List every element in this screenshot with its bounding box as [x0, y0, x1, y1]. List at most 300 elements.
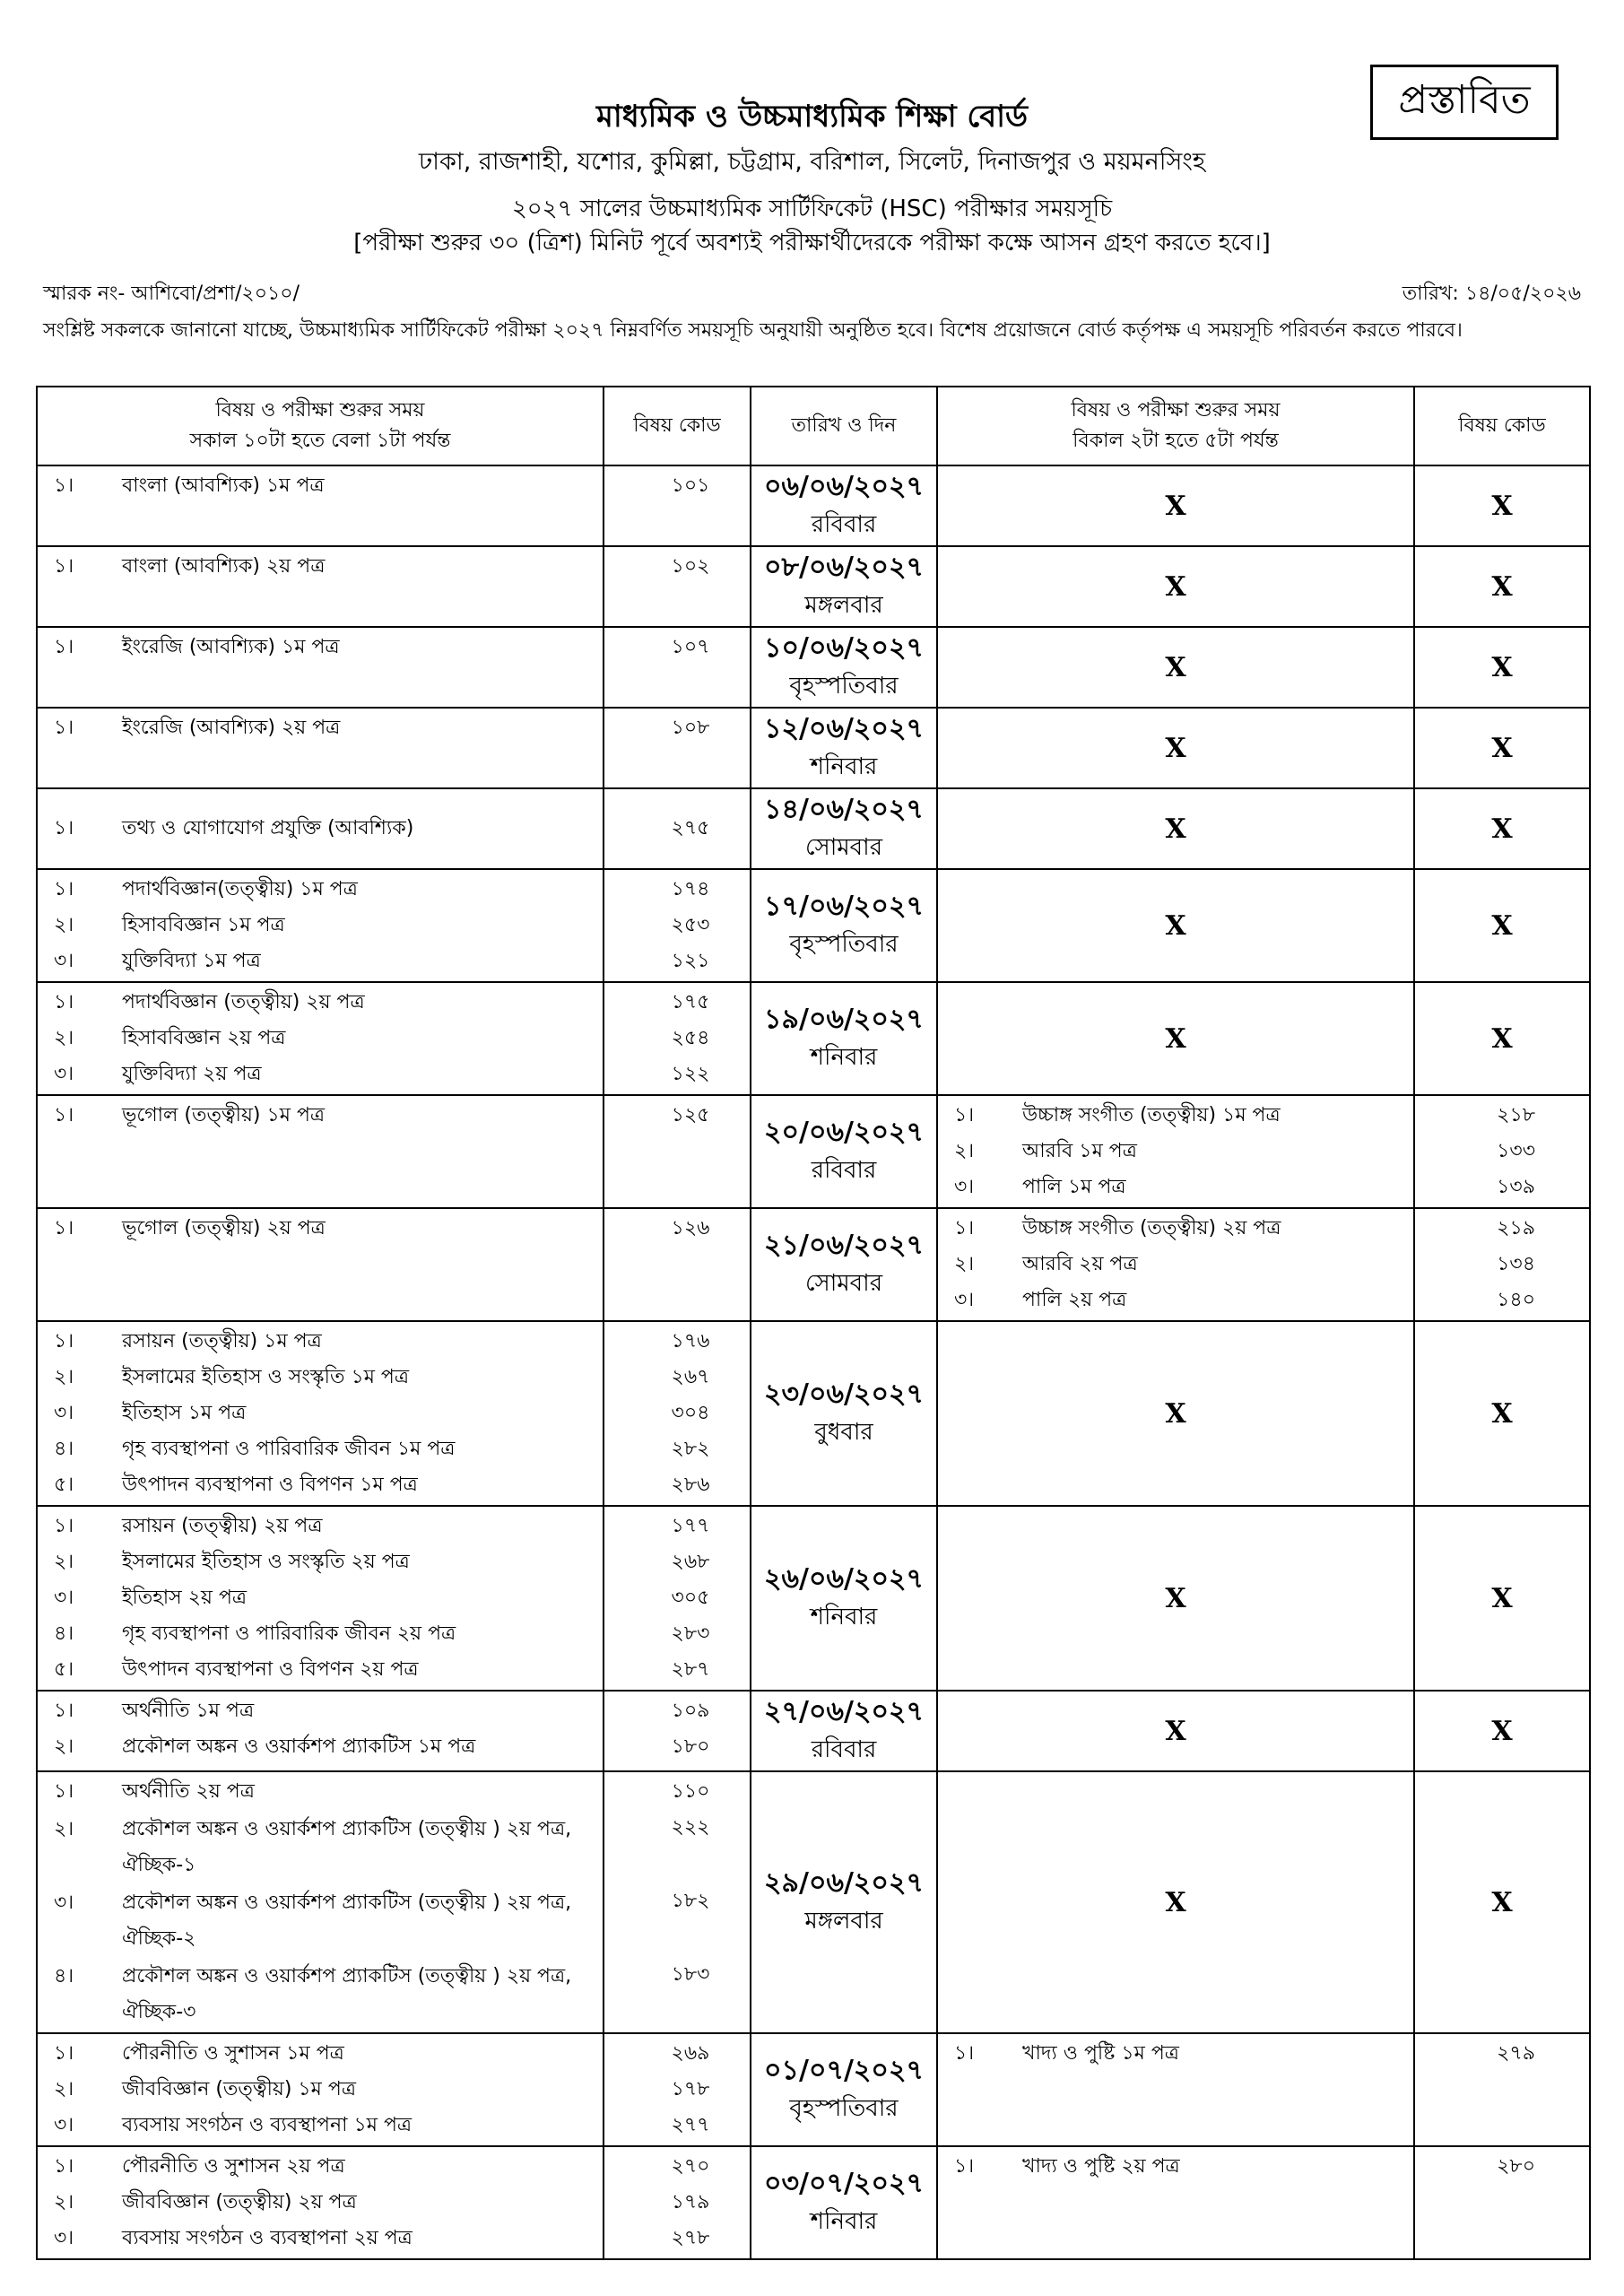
date-cell	[751, 1771, 937, 2033]
no-exam-mark: X	[1165, 1582, 1186, 1614]
subject-name: ইসলামের ইতিহাস ও সংস্কৃতি ১ম পত্র	[122, 1366, 410, 1388]
am-codes-cell	[604, 1506, 751, 1691]
subject-serial: ১।	[54, 555, 74, 578]
am-subjects-cell	[37, 1208, 604, 1321]
pm-codes-cell	[1414, 1095, 1590, 1208]
subject-serial: ৩।	[54, 1063, 74, 1085]
subject-code: ২৭৮	[671, 2227, 710, 2249]
subject-code: ১৭৬	[671, 1330, 710, 1352]
subject-code: ১০৮	[671, 717, 710, 739]
subject-name: ভূগোল (তত্ত্বীয়) ১ম পত্র	[122, 1104, 326, 1126]
subject-name: আরবি ১ম পত্র	[1022, 1140, 1137, 1162]
table-row	[37, 1691, 1590, 1771]
subject-name: খাদ্য ও পুষ্টি ২য় পত্র	[1022, 2155, 1180, 2178]
issue-date: তারিখ: ১৪/০৫/২০২৬	[1402, 283, 1581, 305]
pm-subjects-cell	[937, 788, 1414, 869]
subject-line	[38, 1695, 603, 1731]
exam-date: ০৬/০৬/২০২৭	[764, 471, 924, 502]
subject-name: যুক্তিবিদ্যা ১ম পত্র	[122, 950, 261, 972]
subject-code: ২৬৯	[671, 2042, 710, 2065]
subject-name: অর্থনীতি ১ম পত্র	[122, 1700, 255, 1722]
am-codes-cell	[604, 708, 751, 788]
pm-codes-cell	[1414, 465, 1590, 546]
no-exam-mark: X	[1165, 813, 1186, 845]
pm-codes-cell	[1414, 788, 1590, 869]
date-header: তারিখ ও দিন	[751, 387, 937, 465]
subject-code: ২৮৭	[671, 1658, 710, 1681]
pm-codes-cell	[1414, 1321, 1590, 1506]
am-codes-cell	[604, 2146, 751, 2259]
exam-date: ০১/০৭/২০২৭	[764, 2055, 924, 2086]
subject-line	[38, 1546, 603, 1582]
subject-serial: ২।	[954, 1253, 975, 1275]
subject-line	[38, 1582, 603, 1618]
no-exam-mark: X	[1491, 1886, 1513, 1918]
no-exam-mark: X	[1491, 732, 1513, 764]
pm-codes-cell	[1414, 869, 1590, 982]
no-exam-mark: X	[1165, 651, 1186, 683]
subject-name: পদার্থবিজ্ঞান(তত্ত্বীয়) ১ম পত্র	[122, 878, 358, 900]
pm-subjects-cell	[937, 1321, 1414, 1506]
subject-serial: ২।	[54, 2078, 74, 2100]
no-exam-mark: X	[1491, 1715, 1513, 1747]
exam-date: ১৪/০৬/২০২৭	[764, 794, 924, 825]
proposed-stamp: প্রস্তাবিত	[1370, 65, 1559, 140]
am-subjects-cell	[37, 2033, 604, 2146]
exam-day: রবিবার	[811, 511, 877, 538]
exam-day: শনিবার	[810, 2208, 878, 2235]
am-codes-cell	[604, 1095, 751, 1208]
subject-name: পৌরনীতি ও সুশাসন ১ম পত্র	[122, 2042, 344, 2065]
no-exam-mark: X	[1165, 490, 1186, 522]
subject-serial: ৫।	[54, 1474, 74, 1496]
subject-serial: ১।	[54, 817, 74, 839]
subject-serial: ৩।	[54, 2114, 74, 2136]
no-exam-mark: X	[1165, 1715, 1186, 1747]
subject-code: ২৮২	[671, 1438, 710, 1460]
subject-serial: ১।	[54, 1515, 74, 1537]
pm-subjects-cell	[937, 708, 1414, 788]
date-cell	[751, 1095, 937, 1208]
table-row	[37, 2146, 1590, 2259]
date-cell	[751, 627, 937, 708]
subject-name: উচ্চাঙ্গ সংগীত (তত্ত্বীয়) ১ম পত্র	[1022, 1104, 1281, 1126]
am-codes-cell	[604, 465, 751, 546]
subject-serial: ২।	[54, 914, 74, 936]
subject-code: ২১৮	[1497, 1104, 1535, 1126]
exam-day: বৃহস্পতিবার	[789, 931, 899, 958]
subject-name: উৎপাদন ব্যবস্থাপনা ও বিপণন ২য় পত্র	[122, 1658, 419, 1681]
subject-line	[38, 1959, 603, 2032]
memo-number: স্মারক নং- আশিবো/প্রশা/২০১০/	[43, 283, 300, 305]
am-subjects-cell	[37, 869, 604, 982]
subject-serial: ২।	[54, 1735, 74, 1758]
table-row	[37, 627, 1590, 708]
subject-serial: ২।	[54, 1551, 74, 1573]
subject-code: ২৬৭	[671, 1366, 710, 1388]
subject-line	[38, 1776, 603, 1812]
subject-line	[38, 2222, 603, 2258]
date-cell	[751, 1321, 937, 1506]
am-codes-cell	[604, 1771, 751, 2033]
subject-line	[938, 2151, 1413, 2187]
no-exam-mark: X	[1491, 1397, 1513, 1430]
arrival-instruction: [পরীক্ষা শুরুর ৩০ (ত্রিশ) মিনিট পূর্বে অবশ্যই পরীক্ষার্থীদেরকে পরীক্ষা কক্ষে আসন গ্রহণ করতে হবে।]	[353, 230, 1271, 257]
subject-name: পালি ২য় পত্র	[1022, 1289, 1127, 1311]
subject-line	[38, 1618, 603, 1654]
subject-code: ১৭৫	[671, 991, 710, 1013]
subject-name: ব্যবসায় সংগঠন ও ব্যবস্থাপনা ২য় পত্র	[122, 2227, 413, 2249]
am-subjects-cell	[37, 982, 604, 1095]
subject-code: ১২৫	[671, 1104, 710, 1126]
subject-line	[38, 945, 603, 981]
no-exam-mark: X	[1491, 651, 1513, 683]
pm-subjects-cell	[937, 869, 1414, 982]
subject-code: ২২২	[671, 1816, 710, 1839]
subject-code: ১০৭	[671, 636, 710, 658]
subject-line	[38, 1654, 603, 1690]
pm-subjects-cell	[937, 982, 1414, 1095]
am-subjects-cell	[37, 708, 604, 788]
table-row	[37, 1506, 1590, 1691]
subject-name: ইতিহাস ২য় পত্র	[122, 1587, 248, 1609]
pm-subject-header	[937, 387, 1414, 465]
am-codes-cell	[604, 2033, 751, 2146]
pm-subjects-cell	[937, 1208, 1414, 1321]
subject-name: উচ্চাঙ্গ সংগীত (তত্ত্বীয়) ২য় পত্র	[1022, 1217, 1281, 1239]
subject-line	[938, 2038, 1413, 2074]
subject-line	[938, 1135, 1413, 1171]
am-codes-cell	[604, 788, 751, 869]
notice-text: সংশ্লিষ্ট সকলকে জানানো যাচ্ছে, উচ্চমাধ্যমিক সার্টিফিকেট পরীক্ষা ২০২৭ নিম্নবর্ণিত সময়সূচি অনুযায়ী অনুষ্ঠিত হবে। বিশেষ প্রয়োজনে বোর্ড কর্তৃপক্ষ এ সময়সূচি পরিবর্তন করতে পারবে।	[43, 319, 1463, 342]
subject-line	[938, 1100, 1413, 1135]
subject-serial: ১।	[954, 2155, 975, 2178]
table-row	[37, 982, 1590, 1095]
no-exam-mark: X	[1491, 1022, 1513, 1055]
subject-serial: ৩।	[54, 1587, 74, 1609]
subject-line	[38, 909, 603, 945]
subject-line	[38, 712, 603, 748]
exam-day: বৃহস্পতিবার	[789, 2095, 899, 2122]
table-row	[37, 1321, 1590, 1506]
subject-code: ১২২	[671, 1063, 710, 1085]
subject-line	[38, 470, 603, 506]
pm-subject-header-line1: বিষয় ও পরীক্ষা শুরুর সময়	[1071, 399, 1281, 422]
subject-serial: ২।	[54, 1818, 74, 1840]
subject-code: ২৬৮	[671, 1551, 710, 1573]
subject-name: ব্যবসায় সংগঠন ও ব্যবস্থাপনা ১ম পত্র	[122, 2114, 413, 2136]
table-row	[37, 1208, 1590, 1321]
subject-code: ১২১	[671, 950, 710, 972]
subject-code: ১৩৯	[1497, 1176, 1535, 1198]
subject-code: ১০২	[671, 555, 710, 578]
subject-name: ইংরেজি (আবশ্যিক) ২য় পত্র	[122, 717, 341, 739]
subject-line	[38, 813, 603, 848]
pm-subjects-cell	[937, 2146, 1414, 2259]
subject-code: ১৭৪	[671, 878, 710, 900]
subject-code: ২৭৯	[1497, 2042, 1535, 2065]
am-subjects-cell	[37, 788, 604, 869]
exam-date: ১০/০৬/২০২৭	[764, 632, 924, 664]
subject-serial: ১।	[54, 1780, 74, 1803]
schedule-title: ২০২৭ সালের উচ্চমাধ্যমিক সার্টিফিকেট (HSC) পরীক্ষার সময়সূচি	[511, 196, 1113, 222]
am-codes-cell	[604, 869, 751, 982]
subject-name: পদার্থবিজ্ঞান (তত্ত্বীয়) ২য় পত্র	[122, 991, 365, 1013]
subject-serial: ৪।	[54, 1438, 74, 1460]
subject-line	[38, 987, 603, 1022]
subject-line	[38, 1100, 603, 1135]
date-cell	[751, 982, 937, 1095]
subject-name: ইংরেজি (আবশ্যিক) ১ম পত্র	[122, 636, 340, 658]
subject-serial: ৩।	[954, 1289, 975, 1311]
subject-name: গৃহ ব্যবস্থাপনা ও পারিবারিক জীবন ১ম পত্র	[122, 1438, 456, 1460]
subject-name: হিসাববিজ্ঞান ১ম পত্র	[122, 914, 285, 936]
subject-name: খাদ্য ও পুষ্টি ১ম পত্র	[1022, 2042, 1179, 2065]
exam-date: ১৭/০৬/২০২৭	[764, 891, 924, 922]
subject-line	[38, 2074, 603, 2109]
subject-line	[38, 2038, 603, 2074]
table-row	[37, 708, 1590, 788]
subject-name: হিসাববিজ্ঞান ২য় পত্র	[122, 1027, 286, 1049]
am-codes-cell	[604, 1321, 751, 1506]
subject-serial: ৩।	[54, 950, 74, 972]
subject-name: পৌরনীতি ও সুশাসন ২য় পত্র	[122, 2155, 345, 2178]
subject-line	[38, 1731, 603, 1767]
subject-serial: ১।	[54, 636, 74, 658]
no-exam-mark: X	[1165, 570, 1186, 603]
subject-code: ২৭০	[671, 2155, 710, 2178]
subject-name: যুক্তিবিদ্যা ২য় পত্র	[122, 1063, 262, 1085]
pm-subjects-cell	[937, 1095, 1414, 1208]
subject-name: আরবি ২য় পত্র	[1022, 1253, 1138, 1275]
subject-line	[38, 551, 603, 587]
date-cell	[751, 1506, 937, 1691]
subject-line	[938, 1248, 1413, 1284]
pm-subjects-cell	[937, 1691, 1414, 1771]
table-row	[37, 1095, 1590, 1208]
subject-serial: ৪।	[54, 1622, 74, 1645]
pm-codes-cell	[1414, 2146, 1590, 2259]
table-row	[37, 2033, 1590, 2146]
exam-day: মঙ্গলবার	[804, 1908, 883, 1935]
no-exam-mark: X	[1491, 909, 1513, 942]
am-subjects-cell	[37, 1771, 604, 2033]
subject-serial: ১।	[54, 1217, 74, 1239]
subject-serial: ২।	[54, 1366, 74, 1388]
no-exam-mark: X	[1491, 570, 1513, 603]
am-subjects-cell	[37, 2146, 604, 2259]
table-row	[37, 465, 1590, 546]
subject-line	[38, 1510, 603, 1546]
am-subject-header	[37, 387, 604, 465]
am-codes-cell	[604, 1208, 751, 1321]
subject-serial: ১।	[54, 2155, 74, 2178]
no-exam-mark: X	[1165, 1886, 1186, 1918]
no-exam-mark: X	[1491, 490, 1513, 522]
subject-serial: ১।	[54, 1700, 74, 1722]
subject-serial: ৩।	[54, 2227, 74, 2249]
subject-line	[38, 874, 603, 909]
exam-date: ২৭/০৬/২০২৭	[764, 1696, 924, 1727]
pm-codes-cell	[1414, 1208, 1590, 1321]
subject-code: ২৭৭	[671, 2114, 710, 2136]
subject-line	[938, 1284, 1413, 1320]
board-cities: ঢাকা, রাজশাহী, যশোর, কুমিল্লা, চট্টগ্রাম, বরিশাল, সিলেট, দিনাজপুর ও ময়মনসিংহ	[418, 148, 1206, 176]
pm-subjects-cell	[937, 465, 1414, 546]
pm-subject-header-line2: বিকাল ২টা হতে ৫টা পর্যন্ত	[1073, 430, 1279, 452]
pm-subjects-cell	[937, 627, 1414, 708]
subject-serial: ৩।	[954, 1176, 975, 1198]
exam-date: ১৯/০৬/২০২৭	[764, 1004, 924, 1035]
am-codes-cell	[604, 546, 751, 627]
subject-name: প্রকৌশল অঙ্কন ও ওয়ার্কশপ প্র্যাকটিস (তত্ত্বীয় ) ২য় পত্র, ঐচ্ছিক-৩	[122, 1965, 572, 2023]
subject-serial: ২।	[954, 1140, 975, 1162]
pm-subjects-cell	[937, 2033, 1414, 2146]
no-exam-mark: X	[1491, 813, 1513, 845]
date-cell	[751, 708, 937, 788]
exam-day: শনিবার	[810, 1044, 878, 1071]
subject-line	[38, 631, 603, 667]
subject-name: ইসলামের ইতিহাস ও সংস্কৃতি ২য় পত্র	[122, 1551, 410, 1573]
no-exam-mark: X	[1165, 732, 1186, 764]
date-cell	[751, 1691, 937, 1771]
am-subject-header-line1: বিষয় ও পরীক্ষা শুরুর সময়	[215, 399, 425, 422]
subject-line	[38, 1433, 603, 1469]
exam-date: ০৮/০৬/২০২৭	[764, 552, 924, 583]
subject-name: জীববিজ্ঞান (তত্ত্বীয়) ১ম পত্র	[122, 2078, 356, 2100]
pm-codes-cell	[1414, 1691, 1590, 1771]
subject-line	[38, 1812, 603, 1885]
subject-serial: ১।	[954, 2042, 975, 2065]
table-row	[37, 788, 1590, 869]
no-exam-mark: X	[1165, 1022, 1186, 1055]
exam-day: বুধবার	[814, 1419, 873, 1446]
subject-serial: ৪।	[54, 1965, 74, 1987]
exam-day: রবিবার	[811, 1157, 877, 1184]
pm-subjects-cell	[937, 1771, 1414, 2033]
date-cell	[751, 546, 937, 627]
subject-code: ১০৯	[671, 1700, 710, 1722]
pm-codes-cell	[1414, 708, 1590, 788]
subject-name: রসায়ন (তত্ত্বীয়) ২য় পত্র	[122, 1515, 323, 1537]
subject-code: ১৩৪	[1497, 1253, 1535, 1275]
exam-date: ২০/০৬/২০২৭	[764, 1117, 924, 1148]
pm-code-header: বিষয় কোড	[1414, 387, 1590, 465]
subject-line	[38, 2151, 603, 2187]
subject-name: ভূগোল (তত্ত্বীয়) ২য় পত্র	[122, 1217, 326, 1239]
no-exam-mark: X	[1165, 1397, 1186, 1430]
subject-line	[38, 1397, 603, 1433]
date-cell	[751, 788, 937, 869]
am-subject-header-line2: সকাল ১০টা হতে বেলা ১টা পর্যন্ত	[189, 430, 451, 452]
subject-name: প্রকৌশল অঙ্কন ও ওয়ার্কশপ প্র্যাকটিস (তত্ত্বীয় ) ২য় পত্র, ঐচ্ছিক-১	[122, 1818, 572, 1876]
subject-line	[38, 2109, 603, 2145]
date-cell	[751, 869, 937, 982]
subject-serial: ৩।	[54, 1402, 74, 1424]
exam-day: রবিবার	[811, 1736, 877, 1763]
am-subjects-cell	[37, 1321, 604, 1506]
subject-name: রসায়ন (তত্ত্বীয়) ১ম পত্র	[122, 1330, 322, 1352]
subject-serial: ১।	[954, 1217, 975, 1239]
subject-line	[38, 1022, 603, 1058]
subject-code: ১৭৯	[671, 2191, 710, 2213]
exam-date: ২৯/০৬/২০২৭	[764, 1867, 924, 1899]
exam-day: বৃহস্পতিবার	[789, 673, 899, 700]
date-cell	[751, 2033, 937, 2146]
subject-code: ২৭৫	[671, 817, 710, 839]
am-subjects-cell	[37, 465, 604, 546]
exam-date: ২৩/০৬/২০২৭	[764, 1378, 924, 1410]
pm-codes-cell	[1414, 627, 1590, 708]
subject-line	[38, 1326, 603, 1361]
subject-code: ১১০	[671, 1780, 710, 1803]
pm-subjects-cell	[937, 546, 1414, 627]
subject-line	[38, 2187, 603, 2222]
am-codes-cell	[604, 982, 751, 1095]
subject-serial: ১।	[54, 717, 74, 739]
subject-name: অর্থনীতি ২য় পত্র	[122, 1780, 255, 1803]
subject-name: বাংলা (আবশ্যিক) ১ম পত্র	[122, 474, 325, 497]
pm-codes-cell	[1414, 982, 1590, 1095]
exam-day: শনিবার	[810, 1604, 878, 1631]
subject-line	[38, 1469, 603, 1505]
subject-line	[38, 1361, 603, 1397]
subject-line	[938, 1171, 1413, 1207]
am-code-header: বিষয় কোড	[604, 387, 751, 465]
no-exam-mark: X	[1165, 909, 1186, 942]
subject-name: গৃহ ব্যবস্থাপনা ও পারিবারিক জীবন ২য় পত্র	[122, 1622, 456, 1645]
exam-date: ২১/০৬/২০২৭	[764, 1230, 924, 1261]
subject-code: ২৮৬	[671, 1474, 710, 1496]
exam-date: ১২/০৬/২০২৭	[764, 713, 924, 744]
subject-line	[38, 1213, 603, 1248]
pm-codes-cell	[1414, 1506, 1590, 1691]
subject-name: তথ্য ও যোগাযোগ প্রযুক্তি (আবশ্যিক)	[122, 817, 414, 839]
subject-code: ২১৯	[1497, 1217, 1535, 1239]
subject-code: ১৪০	[1497, 1289, 1535, 1311]
subject-code: ১২৬	[671, 1217, 710, 1239]
date-cell	[751, 2146, 937, 2259]
pm-codes-cell	[1414, 1771, 1590, 2033]
subject-line	[938, 1213, 1413, 1248]
date-cell	[751, 465, 937, 546]
subject-serial: ২।	[54, 2191, 74, 2213]
exam-day: সোমবার	[804, 834, 882, 861]
subject-name: পালি ১ম পত্র	[1022, 1176, 1126, 1198]
subject-serial: ১।	[54, 991, 74, 1013]
pm-subjects-cell	[937, 1506, 1414, 1691]
subject-serial: ১।	[54, 474, 74, 497]
subject-code: ১৮৩	[671, 1963, 710, 1986]
am-codes-cell	[604, 1691, 751, 1771]
subject-code: ১৩৩	[1497, 1140, 1535, 1162]
am-subjects-cell	[37, 1691, 604, 1771]
table-row	[37, 546, 1590, 627]
exam-day: মঙ্গলবার	[804, 592, 883, 619]
am-codes-cell	[604, 627, 751, 708]
subject-code: ১৮০	[671, 1735, 710, 1758]
subject-code: ২৮৩	[671, 1622, 710, 1645]
subject-line	[38, 1885, 603, 1959]
subject-code: ৩০৫	[671, 1587, 710, 1609]
subject-line	[38, 1058, 603, 1094]
subject-serial: ১।	[54, 878, 74, 900]
subject-code: ৩০৪	[671, 1402, 710, 1424]
table-row	[37, 1771, 1590, 2033]
subject-name: উৎপাদন ব্যবস্থাপনা ও বিপণন ১ম পত্র	[122, 1474, 418, 1496]
subject-code: ২৫৪	[671, 1027, 710, 1049]
subject-code: ১০১	[671, 474, 710, 497]
